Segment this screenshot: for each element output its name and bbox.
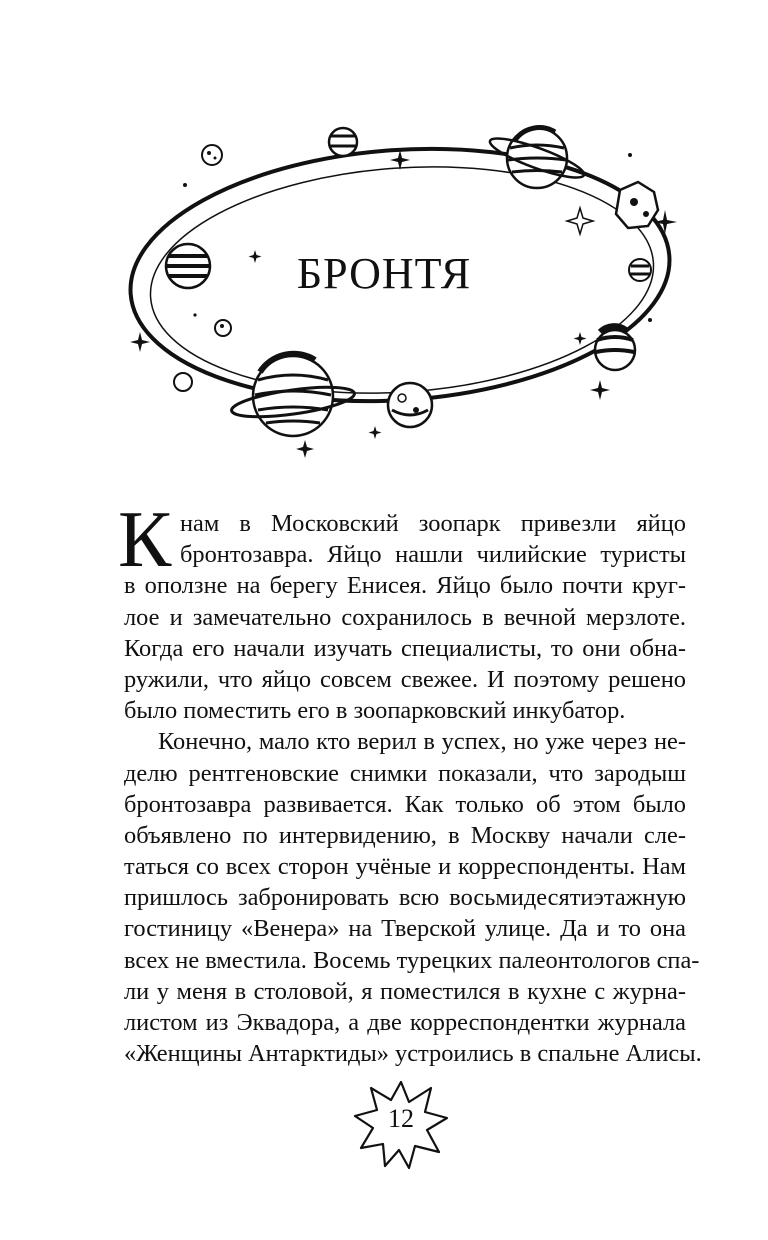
text-line: пришлось забронировать всю восьмидесятиэтажную [124, 884, 686, 912]
moon-icon [202, 145, 222, 165]
drop-cap: К [118, 496, 172, 584]
text-line: бронтозавра развивается. Как только об этом было [124, 790, 686, 818]
ringed-planet-top-icon [487, 128, 588, 188]
text-line: ружили, что яйцо совсем свежее. И поэтому решено [124, 665, 686, 693]
chapter-body [118, 496, 702, 1069]
text-line: гостиницу «Венера» на Тверской улице. Да и то она [124, 915, 686, 943]
cratered-planet-icon [388, 383, 432, 427]
text-line: было поместить его в зоопарковский инкубатор. [124, 697, 626, 725]
text-line: объявлено по интервидению, в Москву начали сле- [124, 821, 686, 849]
paragraph-1-opening [118, 496, 686, 584]
text-line: ли у меня в столовой, я поместился в кухне с журна- [124, 977, 686, 1005]
text-line: Конечно, мало кто верил в успех, но уже через не- [158, 728, 686, 756]
asteroid-icon [616, 182, 658, 228]
text-line: бронтозавра. Яйцо нашли чилийские туристы [180, 541, 686, 569]
text-line: в оползне на берегу Енисея. Яйцо было почти круг- [124, 572, 686, 600]
page-number: 12 [388, 1104, 414, 1133]
text-line: нам в Московский зоопарк привезли яйцо [180, 510, 686, 537]
text-line: таться со всех сторон учёные и корреспонденты. Нам [124, 853, 686, 881]
text-line: лое и замечательно сохранилось в вечной мерзлоте. [124, 603, 686, 631]
text-line: листом из Эквадора, а две корреспондентки журнала [124, 1009, 686, 1037]
text-line: «Женщины Антарктиды» устроились в спальне Алисы. [124, 1040, 702, 1068]
text-line: Когда его начали изучать специалисты, то они обна- [124, 634, 686, 662]
dark-planet-icon [595, 326, 635, 370]
small-planet-top-icon [329, 128, 357, 156]
text-line: всех не вместила. Восемь турецких палеонтологов спа- [124, 946, 700, 974]
text-line: делю рентгеновские снимки показали, что зародыш [124, 759, 686, 787]
ringed-planet-large-icon [230, 354, 356, 436]
chapter-title: БРОНТЯ [296, 249, 472, 298]
